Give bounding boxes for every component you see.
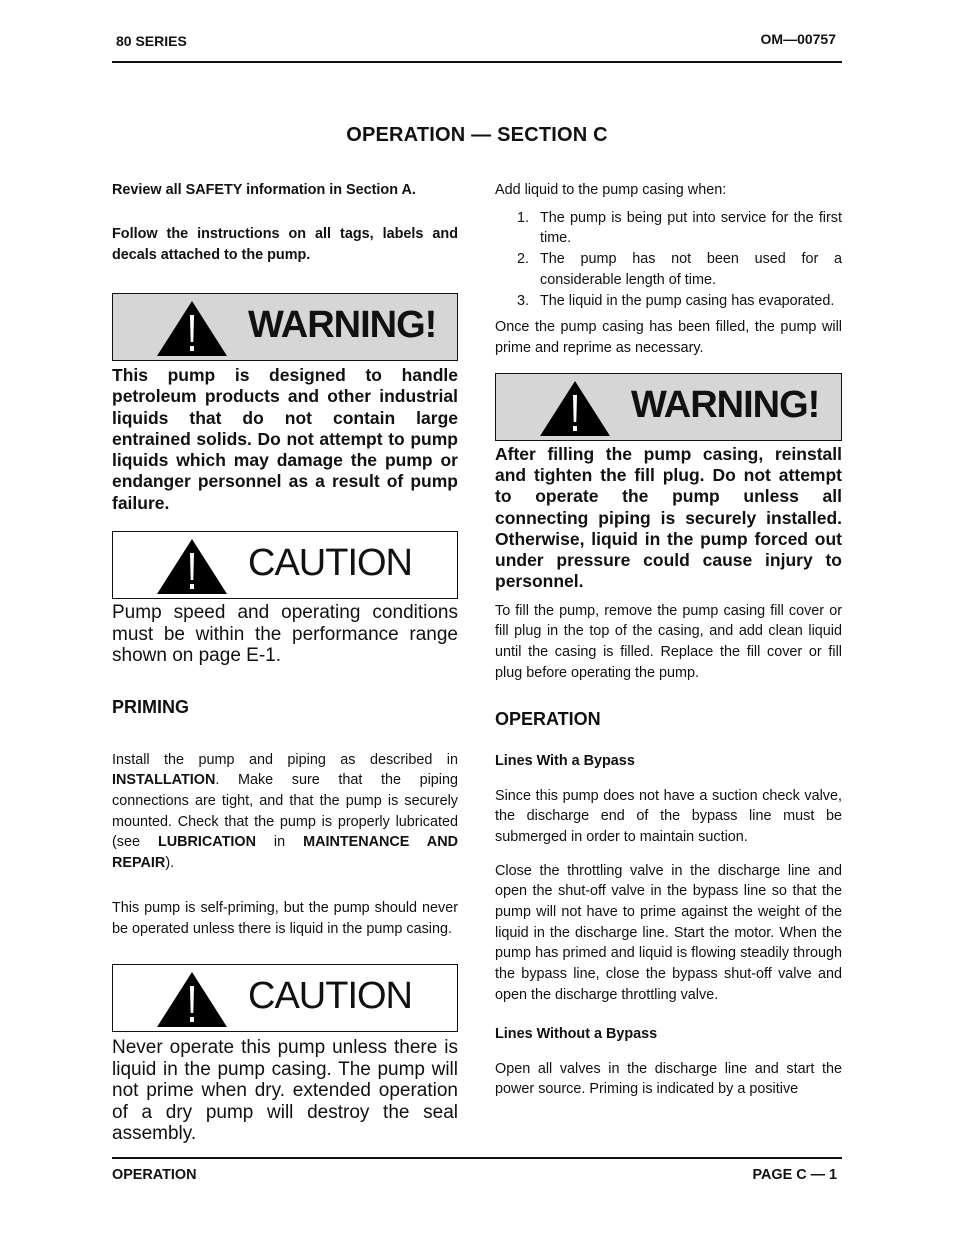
warning-sign bbox=[112, 293, 458, 361]
warning-text: After filling the pump casing, reinstall and tighten the fill plug. Do not attempt to operate the pump unless all connecting piping is securely installed. Otherwise, liquid in the pump forced out under pressure could cause injury to personnel. bbox=[495, 443, 842, 592]
warning-triangle-icon bbox=[155, 299, 229, 357]
caution-sign bbox=[112, 531, 458, 599]
caution-text: Pump speed and operating conditions must be within the performance range shown on page E-1. bbox=[112, 602, 458, 667]
warning-triangle-icon bbox=[538, 379, 612, 437]
no-bypass-heading: Lines Without a Bypass bbox=[495, 1025, 658, 1042]
page-header bbox=[112, 29, 842, 63]
warning-label: WARNING! bbox=[631, 383, 820, 426]
caution-triangle-icon bbox=[155, 970, 229, 1028]
once-filled-paragraph: Once the pump casing has been filled, the pump will prime and reprime as necessary. bbox=[495, 319, 842, 356]
caution-label: CAUTION bbox=[248, 975, 412, 1018]
caution-label: CAUTION bbox=[248, 542, 412, 585]
add-liquid-list bbox=[495, 208, 842, 312]
priming-paragraph-1: Install the pump and piping as described in INSTALLATION. Make sure that the piping connections are tight, and that the pump is securely mounted. Check that the pump is properly lubricated (see LUBRICATION in MAINTENANCE AND REPAIR). bbox=[112, 751, 458, 872]
bypass-paragraph-2: Close the throttling valve in the discharge line and open the shut-off valve in the bypass line so that the pump will not have to prime against the weight of the liquid in the discharge line. Start the motor. When the pump has primed and liquid is flowing steadily through the bypass line, close the bypass shut-off valve and open the discharge throttling valve. bbox=[495, 862, 842, 1003]
series-label: 80 SERIES bbox=[116, 33, 187, 49]
list-item: 1. The pump is being put into service for the first time. bbox=[517, 209, 842, 247]
section-title: OPERATION — SECTION C bbox=[346, 124, 608, 146]
operation-heading: OPERATION bbox=[495, 708, 601, 729]
safety-note: Review all SAFETY information in Section A. bbox=[112, 182, 416, 198]
caution-sign bbox=[112, 964, 458, 1032]
page-number: PAGE C — 1 bbox=[752, 1167, 837, 1183]
left-column bbox=[112, 180, 458, 1145]
page-footer bbox=[112, 1157, 842, 1189]
bypass-paragraph-1: Since this pump does not have a suction check valve, the discharge end of the bypass line must be submerged in order to maintain suction. bbox=[495, 787, 842, 845]
bypass-heading: Lines With a Bypass bbox=[495, 752, 635, 769]
caution-text: Never operate this pump unless there is liquid in the pump casing. The pump will not prime when dry. extended operation of a dry pump will destroy the seal assembly. bbox=[112, 1037, 458, 1145]
fill-paragraph: To fill the pump, remove the pump casing fill cover or fill plug in the top of the casing, and add clean liquid until the casing is filled. Replace the fill cover or fill plug before operating the pump. bbox=[495, 602, 842, 681]
document-number: OM—00757 bbox=[760, 31, 836, 47]
warning-text: This pump is designed to handle petroleum products and other industrial liquids that do not contain large entrained solids. Do not attempt to pump liquids which may damage the pump or endanger personnel as a result of pump failure. bbox=[112, 365, 458, 513]
caution-triangle-icon bbox=[155, 537, 229, 595]
footer-section: OPERATION bbox=[112, 1167, 197, 1183]
warning-label: WARNING! bbox=[248, 304, 437, 346]
list-item: 3. The liquid in the pump casing has evaporated. bbox=[517, 292, 835, 309]
add-liquid-intro: Add liquid to the pump casing when: bbox=[495, 182, 727, 198]
no-bypass-paragraph: Open all valves in the discharge line and start the power source. Priming is indicated by a positive bbox=[495, 1060, 842, 1098]
warning-sign bbox=[495, 373, 842, 441]
right-column bbox=[495, 180, 842, 1100]
priming-heading: PRIMING bbox=[112, 696, 190, 717]
priming-paragraph-2: This pump is self-priming, but the pump should never be operated unless there is liquid in the pump casing. bbox=[112, 899, 458, 937]
list-item: 2. The pump has not been used for a considerable length of time. bbox=[517, 251, 842, 288]
tags-note: Follow the instructions on all tags, labels and decals attached to the pump. bbox=[112, 226, 458, 263]
